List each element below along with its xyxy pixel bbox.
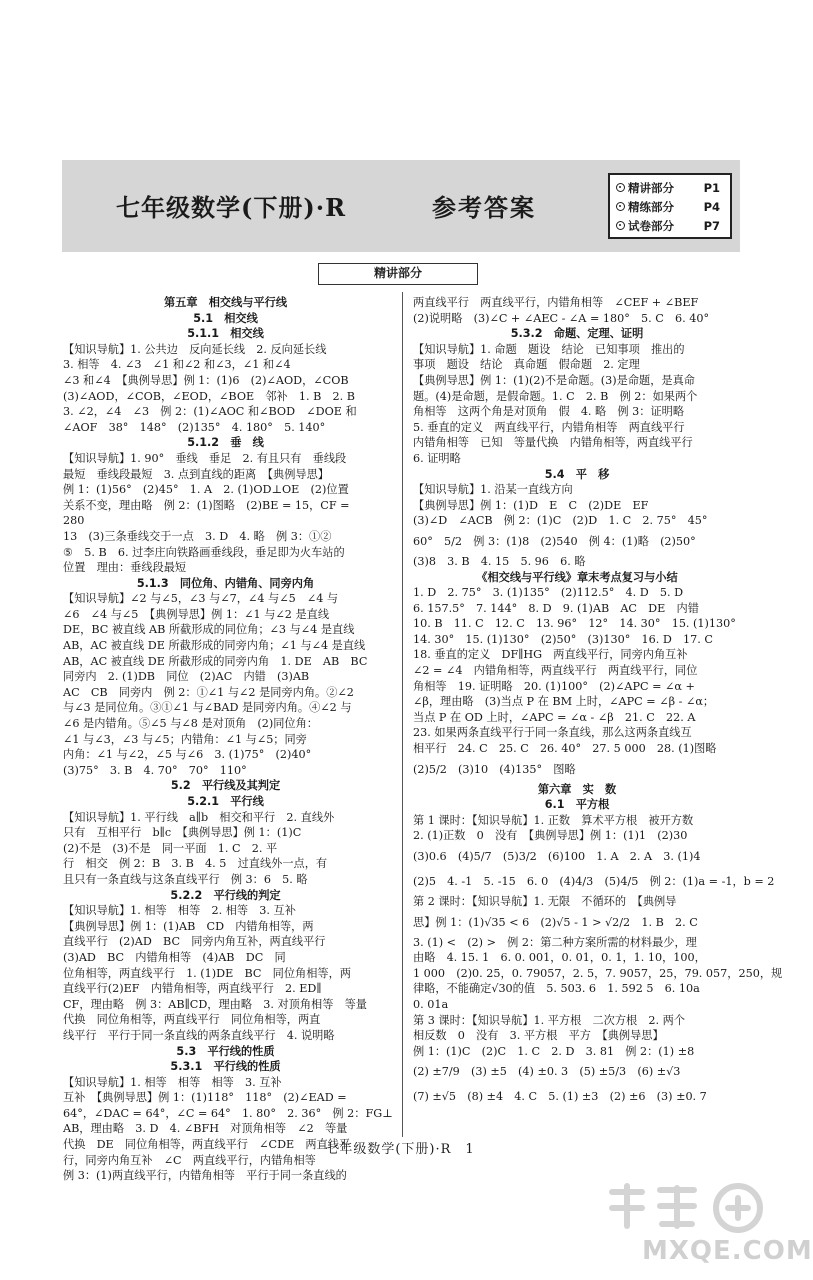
answer-line: 第 1 课时：【知识导航】1. 正数 算术平方根 被开方数 <box>413 813 694 827</box>
answer-line: 位角相等，两直线平行 1. (1)DE BC 同位角相等，两 <box>63 966 351 980</box>
section-heading: 5.3 平行线的性质 <box>176 1044 275 1058</box>
answer-line: 【知识导航】1. 公共边 反向延长线 2. 反向延长线 <box>63 342 327 356</box>
answer-line: CF，理由略 例 3：AB∥CD，理由略 3. 对顶角相等 等量 <box>63 997 367 1011</box>
answer-line: 关系不变，理由略 例 2：(1)图略 (2)BE = 15，CF = <box>63 498 350 512</box>
answer-line: (3)∠D ∠ACB 例 2：(1)C (2)D 1. C 2. 75° 45° <box>413 514 708 528</box>
answer-line: 直线平行(2)EF 内错角相等，两直线平行 2. ED∥ <box>63 982 322 996</box>
answer-line: 相反数 0 没有 3. 平方根 平方 【典例导思】 <box>413 1029 664 1043</box>
title-banner <box>62 160 740 252</box>
contents-label: 精练部分 <box>628 199 674 214</box>
answer-line: AB，AC 被直线 DE 所截形成的同旁内角；∠1 与∠4 是直线 <box>63 639 366 653</box>
contents-page: P1 <box>703 180 720 195</box>
answer-line: (3)∠AOD，∠COB，∠EOD，∠BOE 邻补 1. B 2. B <box>63 389 355 403</box>
answer-line: 例 1：(1)C (2)C 1. C 2. D 3. 81 例 2：(1) ±8 <box>413 1044 695 1058</box>
answer-line: 60° 5/2 例 3：(1)8 (2)540 例 4：(1)略 (2)50° <box>413 534 696 548</box>
answer-line: ∠2 = ∠4 内错角相等，两直线平行 两直线平行，同位 <box>413 664 698 678</box>
answer-line: 【知识导航】1. 相等 相等 2. 相等 3. 互补 <box>63 904 296 918</box>
section-heading: 第五章 相交线与平行线 <box>163 296 288 309</box>
answer-line: (2)说明略 (3)∠C + ∠AEC - ∠A = 180° 5. C 6. 40° <box>413 311 710 325</box>
watermark <box>598 1178 813 1274</box>
answer-line: (2)5/2 (3)10 (4)135° 图略 <box>413 762 576 776</box>
answer-line: 3. 相等 4. ∠3 ∠1 和∠2 和∠3，∠1 和∠4 <box>63 358 291 372</box>
section-heading: 6.1 平方根 <box>544 798 610 812</box>
answer-line: 【知识导航】∠2 与∠5，∠3 与∠7，∠4 与∠5 ∠4 与 <box>63 592 339 606</box>
answer-line: 5. 垂直的定义 两直线平行，内错角相等 两直线平行 <box>413 420 685 434</box>
answer-line: 只有 互相平行 b∥c 【典例导思】例 1：(1)C <box>63 826 302 840</box>
answers-heading: 参考答案 <box>432 193 536 222</box>
contents-row <box>616 178 730 197</box>
answer-line: ∠6 ∠4 与∠5 【典例导思】例 1：∠1 与∠2 是直线 <box>63 607 330 621</box>
answer-line: 14. 30° 15. (1)130° (2)50° (3)130° 16. D 17. C <box>413 632 713 646</box>
answer-line: ∠AOF 38° 148° (2)135° 4. 180° 5. 140° <box>63 420 326 434</box>
answer-line: 1 000 (2)0. 25，0. 79057，2. 5，7. 9057，25，79. 057，250，规 <box>413 966 783 980</box>
answer-line: 与∠3 是同位角。③①∠1 与∠BAD 是同旁内角。④∠2 与 <box>63 701 352 715</box>
answer-line: 6. 证明略 <box>413 451 461 465</box>
answer-line: 最短 垂线段最短 3. 点到直线的距离 【典例导思】 <box>63 467 329 481</box>
answer-line: 【典例导思】例 1：(1)(2)不是命题。(3)是命题，是真命 <box>413 373 695 387</box>
answer-line: AB，理由略 3. D 4. ∠BFH 对顶角相等 ∠2 等量 <box>63 1122 348 1136</box>
answer-line: 【知识导航】1. 平行线 a∥b 相交和平行 2. 直线外 <box>63 810 335 824</box>
watermark-logo-icon <box>598 1178 778 1236</box>
answer-line: AC CB 同旁内 例 2：①∠1 与∠2 是同旁内角。②∠2 <box>63 685 354 699</box>
answer-line: 内角：∠1 与∠2，∠5 与∠6 3. (1)75° (2)40° <box>63 748 312 762</box>
contents-label: 精讲部分 <box>628 180 674 195</box>
answer-line: 2. (1)正数 0 没有 【典例导思】例 1：(1)1 (2)30 <box>413 829 688 843</box>
answer-line: (7) ±√5 (8) ±4 4. C 5. (1) ±3 (2) ±6 (3) ±0. 7 <box>413 1090 707 1104</box>
answer-line: 相平行 24. C 25. C 26. 40° 27. 5 000 28. (1)图略 <box>413 742 717 756</box>
answer-line: 【典例导思】例 1：(1)D E C (2)DE EF <box>413 498 649 512</box>
answer-line: 角相等 这两个角是对顶角 假 4. 略 例 3：证明略 <box>413 405 685 419</box>
section-heading: 5.1.1 相交线 <box>187 327 264 341</box>
answer-line: 例 1：(1)56° (2)45° 1. A 2. (1)OD⊥OE (2)位置 <box>63 483 349 497</box>
answer-line: (3)75° 3. B 4. 70° 70° 110° <box>63 763 247 777</box>
contents-page: P4 <box>703 199 720 214</box>
answer-line: 内错角相等 已知 等量代换 内错角相等，两直线平行 <box>413 436 693 450</box>
contents-row <box>616 216 730 235</box>
answer-line: 线平行 平行于同一条直线的两条直线平行 4. 说明略 <box>63 1028 335 1042</box>
answer-line: 6. 157.5° 7. 144° 8. D 9. (1)AB AC DE 内错 <box>413 601 699 615</box>
answer-line: (2) ±7/9 (3) ±5 (4) ±0. 3 (5) ±5/3 (6) ±√3 <box>413 1065 681 1079</box>
answer-line: (2)5 4. -1 5. -15 6. 0 (4)4/3 (5)4/5 例 2：(1)a = -1，b = 2 <box>413 875 775 888</box>
answer-line: 【知识导航】1. 相等 相等 相等 3. 互补 <box>63 1075 282 1089</box>
answer-line: ∠3 和∠4 【典例导思】例 1：(1)6 (2)∠AOD，∠COB <box>63 373 349 387</box>
answer-line: (3)8 3. B 4. 15 5. 96 6. 略 <box>413 554 586 568</box>
answer-line: ∠1 与∠3，∠3 与∠5；内错角：∠1 与∠5；同旁 <box>63 732 307 746</box>
contents-box <box>608 173 732 239</box>
answer-line: 思】例 1：(1)√35 < 6 (2)√5 - 1 > √2/2 1. B 2. C <box>413 915 698 929</box>
answer-line: AB，AC 被直线 DE 所截形成的同旁内角 1. DE AB BC <box>63 654 368 668</box>
answer-line: 直线平行 (2)AD BC 同旁内角互补，两直线平行 <box>63 935 326 949</box>
section-label: 精讲部分 <box>318 263 478 285</box>
contents-label: 试卷部分 <box>628 218 674 233</box>
answer-line: 18. 垂直的定义 DF∥HG 两直线平行，同旁内角互补 <box>413 648 688 662</box>
bullet-icon <box>616 221 625 230</box>
answer-line: ∠6 是内错角。⑤∠5 与∠8 是对顶角 (2)同位角： <box>63 717 318 731</box>
section-heading: 5.3.2 命题、定理、证明 <box>510 327 644 341</box>
answer-line: 3. ∠2，∠4 ∠3 例 2：(1)∠AOC 和∠BOD ∠DOE 和 <box>63 405 357 419</box>
column-divider <box>402 292 403 1137</box>
answer-line: 同旁内 2. (1)DB 同位 (2)AC 内错 (3)AB <box>63 670 310 684</box>
answer-line: 【典例导思】例 1：(1)AB CD 内错角相等，两 <box>63 919 314 933</box>
answer-line: 题。(4)是命题，是假命题。1. C 2. B 例 2：如果两个 <box>413 389 698 403</box>
answer-line: 代换 同位角相等，两直线平行 同位角相等，两直 <box>63 1013 321 1027</box>
answer-line: 3. (1) < (2) > 例 2：第二种方案所需的材料最少，理 <box>413 935 697 949</box>
answer-line: 事项 题设 结论 真命题 假命题 2. 定理 <box>413 358 640 372</box>
section-heading: 5.4 平 移 <box>544 467 610 481</box>
answer-line: 第 2 课时：【知识导航】1. 无限 不循环的 【典例导 <box>413 895 677 908</box>
answer-line: 64°，∠DAC = 64°，∠C = 64° 1. 80° 2. 36° 例 2：FG⊥ <box>63 1106 393 1120</box>
answer-line: 23. 如果两条直线平行于同一条直线，那么这两条直线互 <box>413 726 692 740</box>
section-heading: 5.1 相交线 <box>193 311 258 325</box>
answer-line: ⑤ 5. B 6. 过李庄向铁路画垂线段，垂足即为火车站的 <box>63 545 345 559</box>
answer-line: (3)AD BC 内错角相等 (4)AB DC 同 <box>63 950 286 964</box>
book-title: 七年级数学(下册)·R <box>116 193 347 222</box>
answer-line: (3)0.6 (4)5/7 (5)3/2 (6)100 1. A 2. A 3. (1)4 <box>413 850 701 863</box>
right-column <box>413 295 783 1109</box>
answer-line: 13 (3)三条垂线交于一点 3. D 4. 略 例 3：①② <box>63 529 332 543</box>
answer-line: 1. D 2. 75° 3. (1)135° (2)112.5° 4. D 5. D <box>413 586 684 600</box>
answer-line: 10. B 11. C 12. C 13. 96° 12° 14. 30° 15. (1)130° <box>413 617 736 631</box>
answer-line: 两直线平行 两直线平行，内错角相等 ∠CEF + ∠BEF <box>413 296 699 309</box>
section-heading: 5.1.2 垂 线 <box>187 436 264 450</box>
section-heading: 《相交线与平行线》章末考点复习与小结 <box>476 570 678 584</box>
section-heading: 5.2.1 平行线 <box>187 795 264 808</box>
answer-line: 由略 4. 15. 1 6. 0. 001，0. 01，0. 1，1. 10，100， <box>413 951 706 965</box>
section-heading: 5.2 平行线及其判定 <box>170 779 281 793</box>
answer-line: 【知识导航】1. 命题 题设 结论 已知事项 推出的 <box>413 342 685 356</box>
answer-line: 0. 01a <box>413 997 449 1011</box>
answer-line: DE，BC 被直线 AB 所截形成的同位角；∠3 与∠4 是直线 <box>63 623 355 637</box>
page-footer: 七年级数学(下册)·R 1 <box>325 1142 475 1157</box>
answer-line: 当点 P 在 OD 上时，∠APC = ∠α - ∠β 21. C 22. A <box>413 710 696 724</box>
answer-line: 位置 理由：垂线段最短 <box>63 561 187 575</box>
section-heading: 5.2.2 平行线的判定 <box>170 888 281 902</box>
contents-row <box>616 197 730 216</box>
answer-line: ∠β，理由略 (3)当点 P 在 BM 上时，∠APC = ∠β - ∠α； <box>413 695 715 709</box>
answer-line: 行，同旁内角互补 ∠C 两直线平行，内错角相等 <box>63 1153 316 1167</box>
watermark-text: MXQE.COM <box>642 1236 813 1266</box>
section-heading: 5.1.3 同位角、内错角、同旁内角 <box>136 576 315 590</box>
answer-line: 280 <box>63 514 85 528</box>
answer-line: 角相等 19. 证明略 20. (1)100° (2)∠APC = ∠α + <box>413 679 695 693</box>
answer-line: 【知识导航】1. 90° 垂线 垂足 2. 有且只有 垂线段 <box>63 451 347 465</box>
bullet-icon <box>616 202 625 211</box>
answer-line: 且只有一条直线与这条直线平行 例 3：6 5. 略 <box>63 872 308 886</box>
section-heading: 第六章 实 数 <box>537 782 617 796</box>
answer-line: 【知识导航】1. 沿某一直线方向 <box>413 483 573 497</box>
answer-line: (2)不是 (3)不是 同一平面 1. C 2. 平 <box>63 841 278 855</box>
contents-page: P7 <box>703 218 720 233</box>
answer-line: 代换 DE 同位角相等，两直线平行 ∠CDE 两直线平 <box>63 1138 351 1152</box>
answer-line: 例 3：(1)两直线平行，内错角相等 平行于同一条直线的 <box>63 1169 347 1183</box>
bullet-icon <box>616 183 625 192</box>
left-column <box>63 295 393 1184</box>
answer-line: 行 相交 例 2：B 3. B 4. 5 过直线外一点，有 <box>63 857 328 871</box>
answer-line: 互补 【典例导思】例 1：(1)118° 118° (2)∠EAD = <box>63 1091 347 1105</box>
answer-line: 律略，不能确定√30的值 5. 503. 6 1. 592 5 6. 10a <box>413 982 700 996</box>
answer-line: 第 3 课时：【知识导航】1. 平方根 二次方根 2. 两个 <box>413 1013 686 1027</box>
section-heading: 5.3.1 平行线的性质 <box>170 1060 281 1074</box>
